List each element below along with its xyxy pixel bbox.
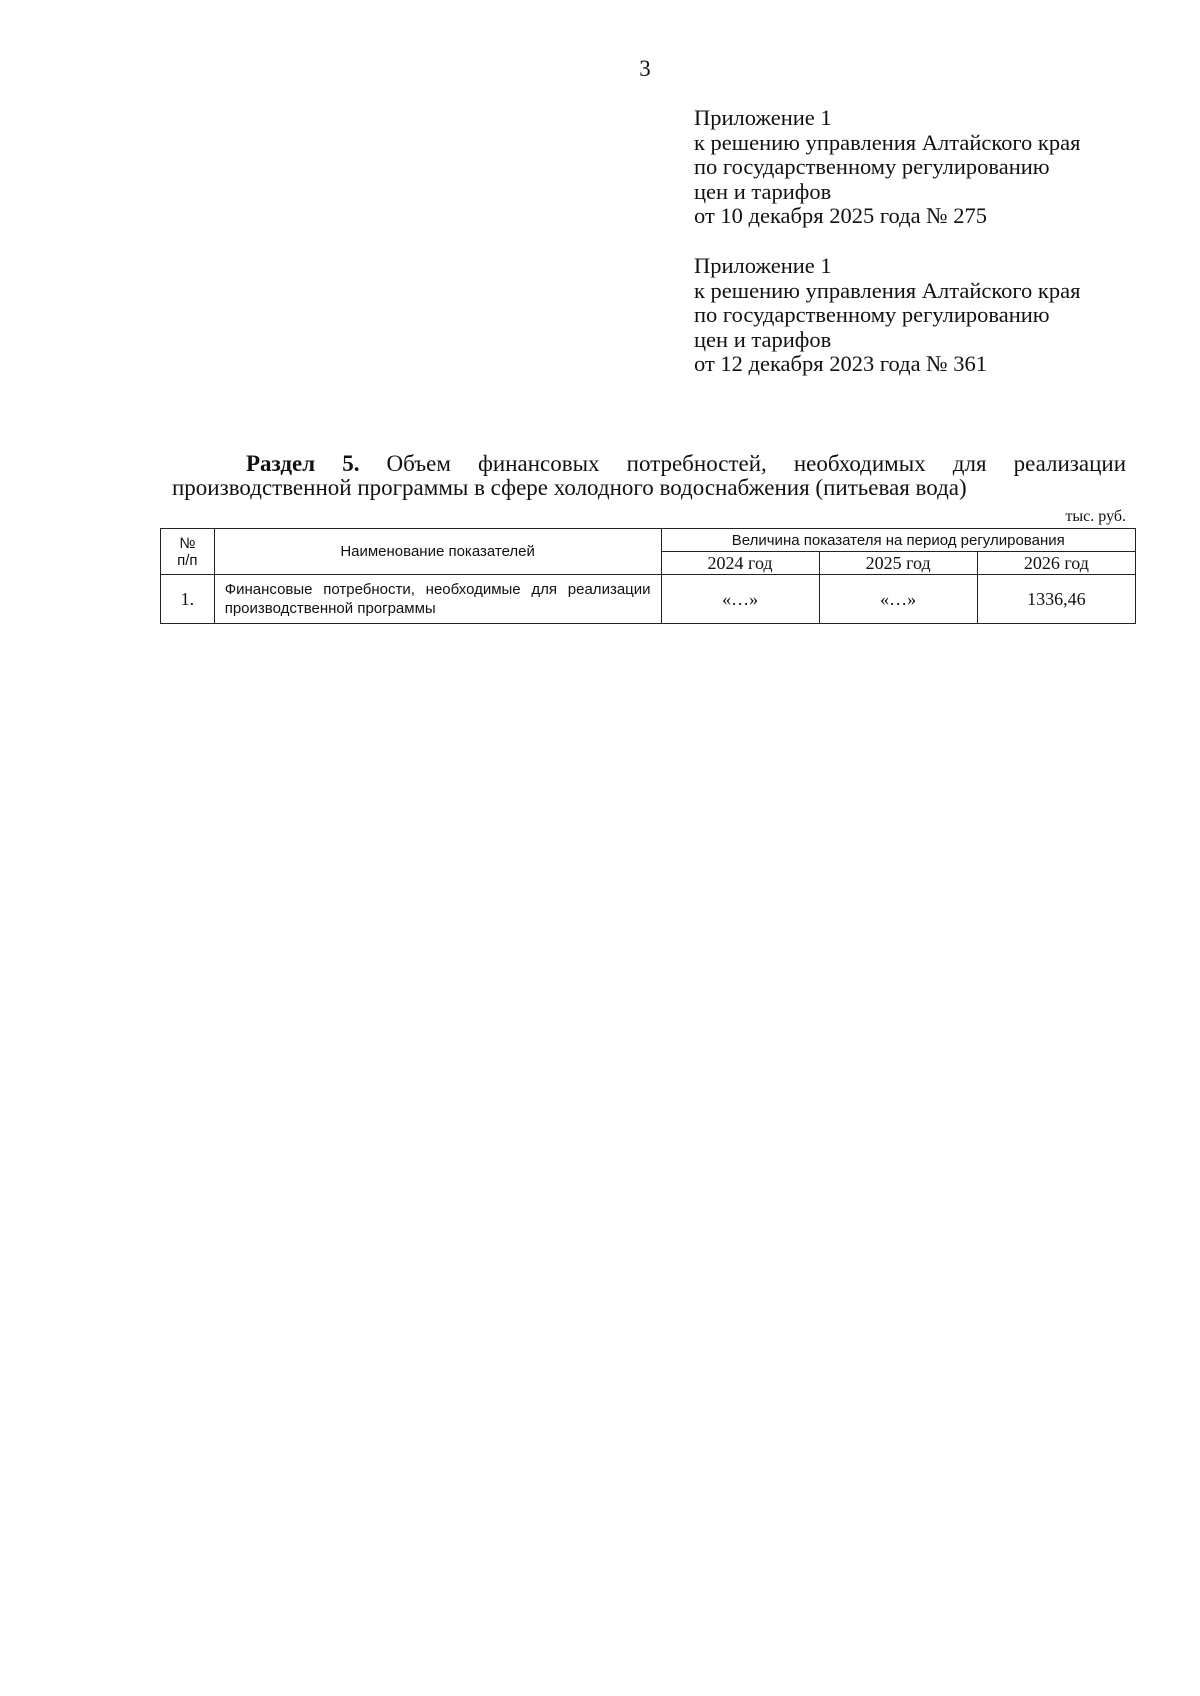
units-label: тыс. руб. bbox=[1065, 508, 1126, 525]
row-indicator-name: Финансовые потребности, необходимые для реализации производственной программы bbox=[224, 581, 651, 617]
appendix-date-number: от 10 декабря 2025 года № 275 bbox=[694, 203, 988, 228]
header-period-group: Величина показателя на период регулирования bbox=[661, 529, 1135, 552]
appendix-line: по государственному регулированию bbox=[694, 302, 1050, 327]
financial-needs-table bbox=[160, 528, 1136, 624]
section-title-part1: Объем финансовых потребностей, необходимых для реализации bbox=[386, 451, 1126, 476]
appendix-title: Приложение 1 bbox=[694, 253, 832, 278]
header-year-2024: 2024 год bbox=[661, 552, 819, 575]
appendix-line: к решению управления Алтайского края bbox=[694, 129, 1081, 155]
row-value-2026: 1336,46 bbox=[977, 575, 1135, 624]
row-value-2025: «…» bbox=[819, 575, 977, 624]
appendix-line: цен и тарифов bbox=[694, 326, 832, 352]
table-row bbox=[161, 575, 1136, 624]
section-title-part2: производственной программы в сфере холодного водоснабжения (питьевая вода) bbox=[172, 475, 967, 500]
row-value-2024: «…» bbox=[661, 575, 819, 624]
header-number-cell bbox=[161, 529, 215, 575]
section-heading-line1 bbox=[172, 452, 1126, 476]
appendix-block-current bbox=[694, 106, 1080, 229]
header-number-symbol: № bbox=[179, 534, 196, 552]
header-indicator-name: Наименование показателей bbox=[214, 529, 661, 575]
header-year-2025: 2025 год bbox=[819, 552, 977, 575]
appendix-line: по государственному регулированию bbox=[694, 154, 1050, 179]
row-indicator-cell bbox=[214, 575, 661, 624]
table-header-row bbox=[161, 529, 1136, 552]
appendix-date-number: от 12 декабря 2023 года № 361 bbox=[694, 351, 988, 376]
row-number: 1. bbox=[161, 575, 215, 624]
appendix-title: Приложение 1 bbox=[694, 105, 832, 130]
header-number-pp: п/п bbox=[177, 551, 198, 569]
appendix-block-original bbox=[694, 254, 1080, 377]
appendix-line: цен и тарифов bbox=[694, 178, 832, 204]
section-heading bbox=[172, 452, 1126, 500]
section-label: Раздел 5. bbox=[246, 451, 360, 476]
header-year-2026: 2026 год bbox=[977, 552, 1135, 575]
page-number: 3 bbox=[639, 56, 651, 81]
appendix-line: к решению управления Алтайского края bbox=[694, 277, 1081, 303]
